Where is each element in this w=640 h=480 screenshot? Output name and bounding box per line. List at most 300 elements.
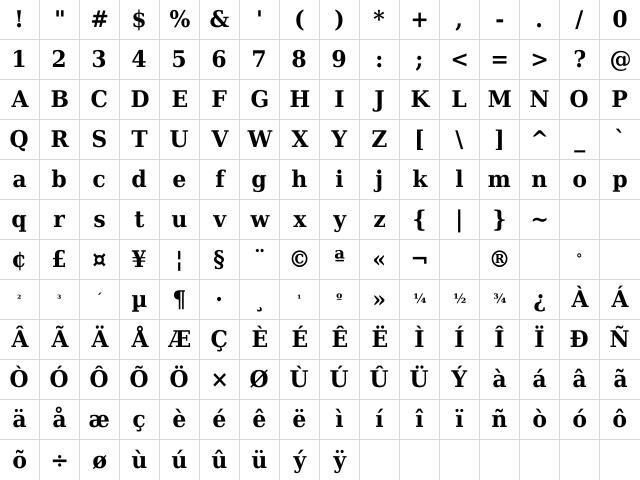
- glyph-cell[interactable]: [120, 0, 160, 40]
- glyph-character: ü: [251, 446, 268, 474]
- glyph-cell[interactable]: [0, 240, 40, 280]
- glyph-cell[interactable]: [560, 0, 600, 40]
- glyph-character: F: [211, 86, 228, 113]
- glyph-cell[interactable]: [520, 280, 560, 320]
- glyph-cell[interactable]: [320, 120, 360, 160]
- glyph-cell[interactable]: [400, 120, 440, 160]
- glyph-character: Õ: [129, 366, 150, 393]
- glyph-cell[interactable]: [80, 40, 120, 80]
- glyph-cell[interactable]: [240, 240, 280, 280]
- glyph-cell[interactable]: [120, 160, 160, 200]
- glyph-character: N: [529, 86, 550, 113]
- glyph-character: í: [375, 406, 384, 433]
- glyph-cell[interactable]: [200, 200, 240, 240]
- glyph-cell[interactable]: [600, 120, 640, 160]
- glyph-character: 6: [211, 46, 228, 73]
- glyph-cell[interactable]: [280, 120, 320, 160]
- glyph-character: R: [50, 126, 69, 153]
- glyph-cell[interactable]: [440, 200, 480, 240]
- glyph-cell[interactable]: [200, 320, 240, 360]
- glyph-cell[interactable]: [240, 400, 280, 440]
- glyph-cell[interactable]: [240, 40, 280, 80]
- glyph-cell[interactable]: [200, 80, 240, 120]
- glyph-cell[interactable]: [0, 80, 40, 120]
- glyph-cell[interactable]: [160, 0, 200, 40]
- glyph-character: Ó: [49, 366, 70, 393]
- glyph-cell[interactable]: [120, 440, 160, 480]
- glyph-cell[interactable]: [600, 200, 640, 240]
- glyph-cell[interactable]: [560, 40, 600, 80]
- glyph-character: O: [569, 86, 590, 113]
- glyph-character: P: [611, 86, 629, 113]
- glyph-character: T: [131, 126, 148, 153]
- glyph-cell[interactable]: [280, 360, 320, 400]
- glyph-cell[interactable]: [200, 360, 240, 400]
- glyph-cell[interactable]: [360, 80, 400, 120]
- glyph-character: y: [333, 206, 346, 233]
- glyph-cell[interactable]: [120, 360, 160, 400]
- glyph-cell[interactable]: [280, 280, 320, 320]
- glyph-cell[interactable]: [440, 240, 480, 280]
- glyph-cell[interactable]: [480, 200, 520, 240]
- glyph-cell[interactable]: [280, 40, 320, 80]
- glyph-character: \: [455, 126, 464, 153]
- glyph-character: r: [53, 206, 66, 233]
- glyph-cell[interactable]: [120, 240, 160, 280]
- glyph-cell[interactable]: [560, 400, 600, 440]
- glyph-cell[interactable]: [320, 280, 360, 320]
- glyph-cell[interactable]: [40, 240, 80, 280]
- glyph-cell[interactable]: [360, 160, 400, 200]
- glyph-cell[interactable]: [320, 160, 360, 200]
- glyph-character: ): [334, 6, 345, 33]
- glyph-character: ?: [573, 46, 586, 73]
- glyph-character: î: [415, 406, 424, 433]
- glyph-character: ¶: [172, 286, 187, 313]
- glyph-cell[interactable]: [400, 160, 440, 200]
- glyph-character: Ú: [329, 366, 350, 393]
- glyph-cell[interactable]: [280, 0, 320, 40]
- glyph-character: q: [11, 206, 28, 233]
- glyph-character: ô: [612, 406, 628, 433]
- glyph-cell[interactable]: [40, 40, 80, 80]
- glyph-cell[interactable]: [240, 160, 280, 200]
- glyph-cell[interactable]: [560, 240, 600, 280]
- glyph-cell[interactable]: [480, 280, 520, 320]
- glyph-character: ì: [335, 406, 344, 433]
- glyph-character: ¿: [533, 286, 546, 313]
- glyph-character: L: [451, 86, 468, 113]
- glyph-cell[interactable]: [400, 280, 440, 320]
- glyph-cell[interactable]: [320, 320, 360, 360]
- glyph-cell[interactable]: [400, 80, 440, 120]
- glyph-cell[interactable]: [560, 320, 600, 360]
- glyph-cell[interactable]: [0, 360, 40, 400]
- glyph-cell[interactable]: [560, 200, 600, 240]
- glyph-cell[interactable]: [120, 120, 160, 160]
- glyph-cell[interactable]: [160, 200, 200, 240]
- glyph-cell[interactable]: [520, 40, 560, 80]
- glyph-character: é: [212, 406, 227, 433]
- glyph-cell[interactable]: [320, 80, 360, 120]
- glyph-character: _: [574, 126, 585, 153]
- glyph-cell[interactable]: [440, 360, 480, 400]
- glyph-character: f: [214, 166, 225, 193]
- glyph-cell[interactable]: [360, 280, 400, 320]
- glyph-cell[interactable]: [360, 240, 400, 280]
- glyph-character: s: [93, 206, 106, 233]
- glyph-character: ³: [57, 293, 62, 305]
- glyph-cell[interactable]: [600, 400, 640, 440]
- glyph-cell[interactable]: [320, 400, 360, 440]
- glyph-character: ¹: [297, 293, 302, 305]
- glyph-cell[interactable]: [480, 40, 520, 80]
- glyph-character: h: [291, 166, 308, 193]
- glyph-character: <: [450, 46, 469, 73]
- glyph-character: ½: [453, 292, 466, 307]
- glyph-character: }: [492, 206, 507, 233]
- glyph-cell[interactable]: [0, 320, 40, 360]
- glyph-character: 7: [251, 46, 268, 73]
- glyph-cell[interactable]: [520, 160, 560, 200]
- glyph-character: Ã: [51, 326, 68, 353]
- glyph-cell[interactable]: [80, 360, 120, 400]
- glyph-cell[interactable]: [320, 360, 360, 400]
- glyph-cell[interactable]: [200, 0, 240, 40]
- glyph-character: ×: [210, 366, 229, 393]
- glyph-cell[interactable]: [80, 80, 120, 120]
- glyph-cell[interactable]: [200, 280, 240, 320]
- glyph-cell[interactable]: [600, 40, 640, 80]
- glyph-cell[interactable]: [240, 200, 280, 240]
- glyph-cell[interactable]: [160, 240, 200, 280]
- glyph-cell[interactable]: [440, 80, 480, 120]
- glyph-character: G: [250, 86, 269, 113]
- glyph-character: a: [12, 166, 27, 193]
- glyph-character: §: [213, 246, 226, 273]
- glyph-character: z: [373, 206, 386, 233]
- glyph-cell[interactable]: [40, 0, 80, 40]
- glyph-cell[interactable]: [400, 200, 440, 240]
- glyph-cell[interactable]: [160, 320, 200, 360]
- glyph-cell[interactable]: [360, 120, 400, 160]
- glyph-character: `: [614, 126, 626, 153]
- glyph-character: [455, 248, 464, 271]
- glyph-cell[interactable]: [160, 400, 200, 440]
- glyph-cell[interactable]: [120, 400, 160, 440]
- glyph-cell[interactable]: [40, 360, 80, 400]
- glyph-cell[interactable]: [80, 240, 120, 280]
- glyph-character: ñ: [491, 406, 508, 433]
- glyph-character: @: [609, 46, 631, 73]
- glyph-character: d: [131, 166, 148, 193]
- glyph-character: 1: [11, 46, 28, 73]
- glyph-cell[interactable]: [480, 320, 520, 360]
- glyph-character: .: [535, 6, 544, 33]
- glyph-character: ó: [572, 406, 587, 433]
- glyph-cell[interactable]: [80, 0, 120, 40]
- glyph-cell[interactable]: [160, 80, 200, 120]
- glyph-character: Ñ: [610, 326, 630, 353]
- glyph-character: t: [134, 206, 145, 233]
- glyph-character: D: [130, 86, 149, 113]
- glyph-character: &: [209, 6, 230, 33]
- glyph-character: (: [294, 6, 305, 33]
- glyph-cell[interactable]: [240, 360, 280, 400]
- glyph-character: {: [412, 206, 427, 233]
- glyph-cell[interactable]: [0, 200, 40, 240]
- glyph-cell[interactable]: [80, 200, 120, 240]
- glyph-cell[interactable]: [400, 0, 440, 40]
- glyph-cell[interactable]: [400, 400, 440, 440]
- glyph-cell[interactable]: [320, 0, 360, 40]
- glyph-cell[interactable]: [160, 280, 200, 320]
- glyph-cell[interactable]: [600, 160, 640, 200]
- glyph-character: u: [171, 206, 188, 233]
- glyph-character: ê: [252, 406, 267, 433]
- glyph-cell[interactable]: [80, 440, 120, 480]
- glyph-character: c: [92, 166, 107, 193]
- glyph-character: H: [289, 86, 310, 113]
- glyph-character: Ü: [409, 366, 430, 393]
- glyph-cell[interactable]: [240, 280, 280, 320]
- glyph-cell[interactable]: [0, 160, 40, 200]
- glyph-cell[interactable]: [40, 160, 80, 200]
- glyph-character: º: [336, 292, 343, 307]
- glyph-cell[interactable]: [40, 280, 80, 320]
- glyph-cell[interactable]: [0, 40, 40, 80]
- glyph-character: E: [171, 86, 188, 113]
- glyph-cell[interactable]: [80, 280, 120, 320]
- glyph-cell[interactable]: [440, 400, 480, 440]
- glyph-cell[interactable]: [240, 320, 280, 360]
- glyph-character: Y: [331, 126, 348, 153]
- glyph-cell[interactable]: [120, 40, 160, 80]
- glyph-cell[interactable]: [560, 360, 600, 400]
- glyph-character: 8: [291, 46, 308, 73]
- glyph-cell[interactable]: [520, 200, 560, 240]
- glyph-cell[interactable]: [240, 440, 280, 480]
- glyph-character: ^: [530, 126, 549, 153]
- glyph-character: ¥: [131, 246, 148, 273]
- glyph-cell[interactable]: [40, 120, 80, 160]
- glyph-character: Å: [131, 326, 148, 353]
- glyph-cell[interactable]: [480, 400, 520, 440]
- glyph-cell[interactable]: [120, 80, 160, 120]
- glyph-character: Z: [371, 126, 388, 153]
- glyph-character: À: [571, 286, 588, 313]
- glyph-cell[interactable]: [520, 320, 560, 360]
- glyph-cell[interactable]: [40, 320, 80, 360]
- glyph-cell[interactable]: [200, 400, 240, 440]
- glyph-character: ò: [532, 406, 547, 433]
- glyph-cell[interactable]: [600, 0, 640, 40]
- glyph-character: >: [530, 46, 549, 73]
- glyph-cell[interactable]: [280, 240, 320, 280]
- glyph-cell[interactable]: [440, 320, 480, 360]
- glyph-cell[interactable]: [200, 160, 240, 200]
- glyph-character: Ê: [331, 326, 348, 353]
- glyph-cell[interactable]: [160, 440, 200, 480]
- glyph-character: J: [374, 86, 385, 113]
- glyph-cell[interactable]: [40, 400, 80, 440]
- glyph-cell[interactable]: [360, 320, 400, 360]
- glyph-character: x: [292, 206, 307, 233]
- glyph-character: á: [532, 366, 547, 393]
- glyph-character: È: [251, 326, 268, 353]
- glyph-character: m: [487, 166, 512, 193]
- glyph-cell[interactable]: [80, 120, 120, 160]
- glyph-cell[interactable]: [560, 440, 600, 480]
- glyph-character: b: [51, 166, 68, 193]
- glyph-character: à: [492, 366, 507, 393]
- glyph-cell[interactable]: [560, 80, 600, 120]
- glyph-character: +: [410, 6, 429, 33]
- glyph-cell[interactable]: [480, 80, 520, 120]
- glyph-cell[interactable]: [480, 360, 520, 400]
- glyph-cell[interactable]: [40, 440, 80, 480]
- glyph-cell[interactable]: [40, 80, 80, 120]
- glyph-cell[interactable]: [520, 240, 560, 280]
- glyph-cell[interactable]: [280, 80, 320, 120]
- glyph-cell[interactable]: [360, 200, 400, 240]
- glyph-cell[interactable]: [320, 40, 360, 80]
- glyph-character: I: [334, 86, 345, 113]
- glyph-cell[interactable]: [200, 40, 240, 80]
- glyph-cell[interactable]: [360, 360, 400, 400]
- glyph-character: :: [375, 46, 384, 73]
- glyph-cell[interactable]: [360, 40, 400, 80]
- glyph-cell[interactable]: [520, 400, 560, 440]
- glyph-cell[interactable]: [520, 360, 560, 400]
- glyph-cell[interactable]: [400, 40, 440, 80]
- glyph-character: ý: [293, 446, 306, 474]
- glyph-cell[interactable]: [360, 400, 400, 440]
- glyph-character: û: [211, 446, 228, 474]
- glyph-character: »: [372, 286, 387, 313]
- glyph-cell[interactable]: [320, 240, 360, 280]
- glyph-cell[interactable]: [600, 280, 640, 320]
- glyph-cell[interactable]: [160, 40, 200, 80]
- glyph-character: 5: [171, 46, 188, 73]
- glyph-cell[interactable]: [0, 400, 40, 440]
- glyph-cell[interactable]: [480, 160, 520, 200]
- glyph-cell[interactable]: [560, 160, 600, 200]
- glyph-cell[interactable]: [280, 440, 320, 480]
- glyph-character: ®: [488, 246, 511, 273]
- glyph-cell[interactable]: [480, 440, 520, 480]
- glyph-character: #: [90, 6, 109, 33]
- glyph-cell[interactable]: [240, 0, 280, 40]
- glyph-character: ù: [131, 446, 148, 474]
- glyph-cell[interactable]: [440, 160, 480, 200]
- glyph-cell[interactable]: [160, 160, 200, 200]
- glyph-cell[interactable]: [80, 400, 120, 440]
- glyph-cell[interactable]: [440, 0, 480, 40]
- glyph-cell[interactable]: [480, 0, 520, 40]
- glyph-character: Ð: [569, 326, 590, 353]
- glyph-cell[interactable]: [280, 160, 320, 200]
- glyph-cell[interactable]: [480, 120, 520, 160]
- glyph-cell[interactable]: [440, 120, 480, 160]
- glyph-character: ©: [288, 246, 311, 273]
- glyph-character: 9: [331, 46, 348, 73]
- glyph-cell[interactable]: [560, 120, 600, 160]
- glyph-cell[interactable]: [520, 0, 560, 40]
- glyph-character: ¦: [175, 246, 184, 273]
- glyph-cell[interactable]: [600, 80, 640, 120]
- glyph-cell[interactable]: [0, 440, 40, 480]
- glyph-cell[interactable]: [360, 0, 400, 40]
- glyph-cell[interactable]: [120, 280, 160, 320]
- glyph-cell[interactable]: [280, 200, 320, 240]
- glyph-cell[interactable]: [0, 0, 40, 40]
- glyph-cell[interactable]: [560, 280, 600, 320]
- glyph-cell[interactable]: [240, 120, 280, 160]
- glyph-cell[interactable]: [160, 120, 200, 160]
- glyph-cell[interactable]: [400, 240, 440, 280]
- glyph-character: µ: [131, 286, 148, 313]
- glyph-cell[interactable]: [520, 120, 560, 160]
- glyph-cell[interactable]: [120, 200, 160, 240]
- glyph-cell[interactable]: [400, 320, 440, 360]
- glyph-cell[interactable]: [200, 120, 240, 160]
- glyph-cell[interactable]: [440, 440, 480, 480]
- glyph-cell[interactable]: [480, 240, 520, 280]
- glyph-cell[interactable]: [280, 400, 320, 440]
- glyph-character: 0: [612, 6, 628, 33]
- glyph-cell[interactable]: [280, 320, 320, 360]
- glyph-cell[interactable]: [600, 440, 640, 480]
- glyph-cell[interactable]: [600, 240, 640, 280]
- glyph-cell[interactable]: [440, 40, 480, 80]
- glyph-cell[interactable]: [40, 200, 80, 240]
- glyph-character: g: [251, 166, 268, 193]
- glyph-cell[interactable]: [400, 440, 440, 480]
- glyph-character: U: [169, 126, 190, 153]
- glyph-cell[interactable]: [360, 440, 400, 480]
- glyph-cell[interactable]: [120, 320, 160, 360]
- glyph-cell[interactable]: [600, 320, 640, 360]
- glyph-character: Û: [369, 366, 390, 393]
- glyph-cell[interactable]: [520, 440, 560, 480]
- glyph-cell[interactable]: [600, 360, 640, 400]
- glyph-cell[interactable]: [0, 120, 40, 160]
- glyph-character: ²: [17, 293, 22, 305]
- glyph-character: e: [172, 166, 187, 193]
- glyph-cell[interactable]: [160, 360, 200, 400]
- glyph-character: ¤: [92, 246, 107, 273]
- glyph-cell[interactable]: [200, 440, 240, 480]
- glyph-cell[interactable]: [200, 240, 240, 280]
- glyph-cell[interactable]: [240, 80, 280, 120]
- glyph-character: Ù: [289, 366, 310, 393]
- glyph-cell[interactable]: [80, 320, 120, 360]
- glyph-cell[interactable]: [520, 80, 560, 120]
- glyph-character: ¸: [254, 286, 265, 313]
- glyph-character: ,: [455, 6, 464, 33]
- glyph-cell[interactable]: [320, 200, 360, 240]
- glyph-character: X: [291, 126, 308, 153]
- glyph-cell[interactable]: [0, 280, 40, 320]
- glyph-cell[interactable]: [400, 360, 440, 400]
- glyph-cell[interactable]: [80, 160, 120, 200]
- glyph-cell[interactable]: [440, 280, 480, 320]
- glyph-character: æ: [88, 406, 111, 433]
- glyph-cell[interactable]: [320, 440, 360, 480]
- glyph-character: ¬: [410, 246, 429, 273]
- glyph-character: Ç: [210, 326, 229, 353]
